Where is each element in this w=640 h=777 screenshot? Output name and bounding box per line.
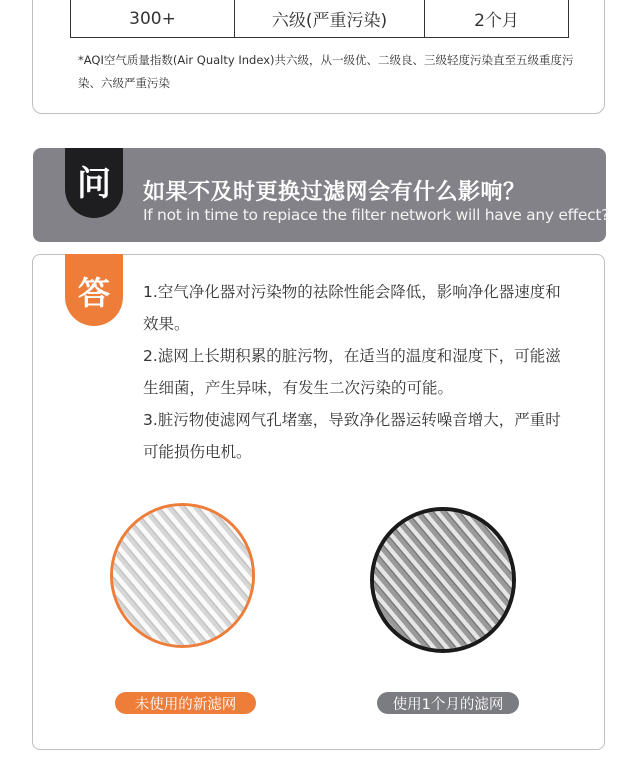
answer-badge [65,254,123,326]
used-filter-image [370,507,516,653]
aqi-footnote: *AQI空气质量指数(Air Qualty Index)共六级，从一级优、二级良、三级轻度污染直至五级重度污染、六级严重污染 [78,53,574,90]
question-subtitle: If not in time to repiace the filter network will have any effect? [143,206,610,224]
question-badge-text: 问 [77,164,111,204]
aqi-cell-level: 六级(严重污染) [235,0,425,37]
aqi-cell-range: 300+ [71,0,235,37]
answer-point: 2.滤网上长期积累的脏污物，在适当的温度和湿度下，可能滋生细菌，产生异味，有发生二次污染的可能。 [143,347,561,397]
aqi-table-row [70,0,569,38]
answer-point: 1.空气净化器对污染物的祛除性能会降低，影响净化器速度和效果。 [143,283,561,333]
answer-badge-text: 答 [77,274,110,312]
aqi-cell-interval: 2个月 [474,11,519,31]
answer-text [143,276,573,468]
question-title: 如果不及时更换过滤网会有什么影响？ [143,180,526,205]
new-filter-label: 未使用的新滤网 [115,692,256,714]
used-filter-label: 使用1个月的滤网 [377,692,519,714]
answer-point: 3.脏污物使滤网气孔堵塞，导致净化器运转噪音增大，严重时可能损伤电机。 [143,411,561,461]
question-badge [65,148,123,218]
new-filter-image [110,503,255,648]
used-filter-pleats [374,511,512,649]
new-filter-pleats [113,506,252,645]
